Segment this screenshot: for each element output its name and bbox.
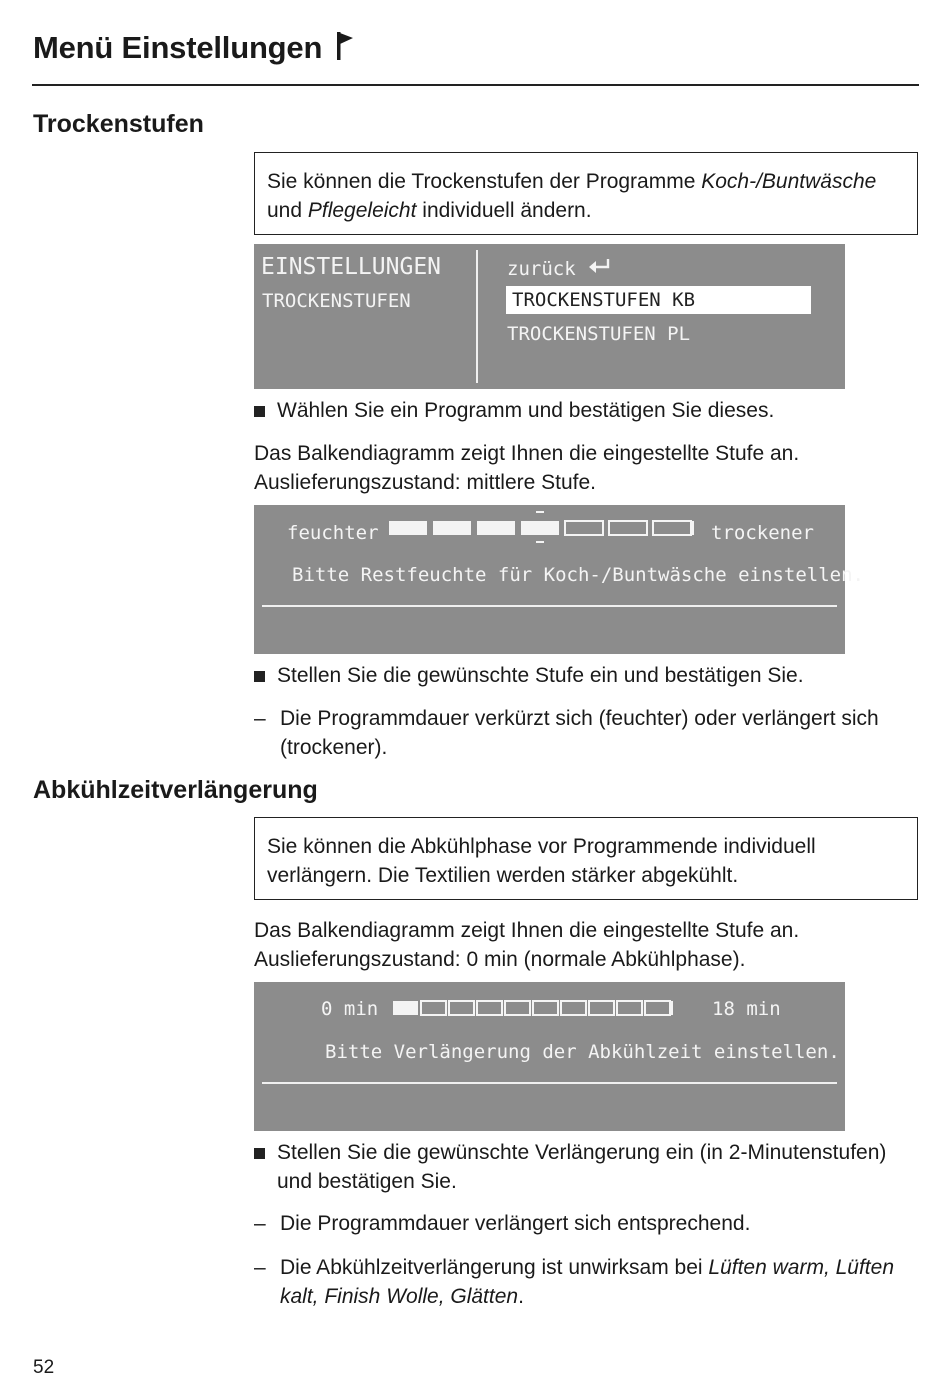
note-emphasis-koch: Koch-/Buntwäsche bbox=[701, 170, 877, 193]
display-message: Bitte Verlängerung der Abkühlzeit einstellen. bbox=[325, 1041, 840, 1063]
dash-text: . bbox=[518, 1285, 524, 1308]
level-bar-segment bbox=[653, 521, 691, 535]
menu-item-trockenstufen-pl[interactable]: TROCKENSTUFEN PL bbox=[507, 323, 691, 345]
return-arrow-icon bbox=[587, 257, 613, 277]
dash-item-duration bbox=[254, 704, 924, 762]
note-text: Sie können die Trockenstufen der Programme bbox=[267, 170, 702, 193]
paragraph-line: Auslieferungszustand: mittlere Stufe. bbox=[254, 471, 597, 494]
dash-marker: – bbox=[254, 707, 266, 730]
level-marker bbox=[536, 541, 544, 543]
label-trockener: trockener bbox=[711, 522, 814, 544]
dash-marker: – bbox=[254, 1256, 266, 1279]
paragraph-line: Auslieferungszustand: 0 min (normale Abkühlphase). bbox=[254, 948, 746, 971]
note-text: und bbox=[267, 199, 308, 222]
display-divider bbox=[476, 250, 478, 383]
level-bar-segment bbox=[565, 521, 603, 535]
paragraph-line: Das Balkendiagramm zeigt Ihnen die eingestellte Stufe an. bbox=[254, 919, 800, 942]
label-0-min: 0 min bbox=[321, 998, 379, 1020]
bullet-square-icon bbox=[254, 1148, 265, 1159]
level-bar-segment bbox=[533, 1001, 558, 1015]
dash-emphasis-programs: Lüften warm, Lüften kalt, Finish Wolle, Glätten bbox=[280, 1256, 894, 1308]
level-bar-segment bbox=[561, 1001, 586, 1015]
step-set-level bbox=[254, 661, 924, 690]
header-rule bbox=[32, 84, 919, 86]
level-bar-segment bbox=[617, 1001, 642, 1015]
note-box-trockenstufen bbox=[254, 152, 918, 235]
note-box-abkuehlzeit: Sie können die Abkühlphase vor Programmende individuell verlängern. Die Textilien werden stärker abgekühlt. bbox=[254, 817, 918, 900]
level-bar-segment bbox=[421, 1001, 446, 1015]
step-text: Stellen Sie die gewünschte Verlängerung ein (in 2-Minutenstufen) und bestätigen Sie. bbox=[277, 1141, 887, 1193]
level-bar[interactable] bbox=[392, 996, 702, 1020]
paragraph-bar-chart-info bbox=[254, 439, 924, 497]
label-feuchter: feuchter bbox=[287, 522, 379, 544]
step-text: Stellen Sie die gewünschte Stufe ein und bestätigen Sie. bbox=[277, 664, 804, 687]
display-subtitle: TROCKENSTUFEN bbox=[262, 290, 411, 312]
dash-text: Die Programmdauer verlängert sich entsprechend. bbox=[280, 1212, 751, 1235]
page-number: 52 bbox=[33, 1357, 55, 1378]
dash-text: Die Programmdauer verkürzt sich (feuchter) oder verlängert sich (trockener). bbox=[280, 707, 879, 759]
label-18-min: 18 min bbox=[712, 998, 781, 1020]
page-title-text: Menü Einstellungen bbox=[33, 30, 323, 65]
level-bar-segment bbox=[477, 521, 515, 535]
level-bar-segment bbox=[433, 521, 471, 535]
level-bar-segment bbox=[389, 521, 427, 535]
display-cooldown-extension bbox=[254, 982, 845, 1131]
level-bar-end bbox=[670, 1001, 673, 1015]
step-text: Wählen Sie ein Programm und bestätigen Sie dieses. bbox=[277, 399, 775, 422]
dash-item-ineffective bbox=[254, 1253, 924, 1311]
level-bar-segment bbox=[609, 521, 647, 535]
bullet-square-icon bbox=[254, 671, 265, 682]
level-bar-segment bbox=[521, 521, 559, 535]
dash-text: Die Abkühlzeitverlängerung ist unwirksam bei bbox=[280, 1256, 709, 1279]
page-title bbox=[33, 30, 355, 66]
display-separator bbox=[262, 605, 837, 607]
bullet-square-icon bbox=[254, 406, 265, 417]
display-drying-level bbox=[254, 505, 864, 654]
step-select-program bbox=[254, 396, 924, 425]
display-separator bbox=[262, 1082, 837, 1084]
display-settings-menu bbox=[254, 244, 845, 389]
level-bar-segment bbox=[449, 1001, 474, 1015]
display-message: Bitte Restfeuchte für Koch-/Buntwäsche einstellen. bbox=[292, 564, 864, 586]
level-bar-segment bbox=[645, 1001, 670, 1015]
step-set-extension bbox=[254, 1138, 924, 1196]
note-emphasis-pflegeleicht: Pflegeleicht bbox=[307, 199, 417, 222]
menu-item-back-label: zurück bbox=[507, 258, 576, 280]
dash-item-duration-2 bbox=[254, 1209, 924, 1238]
level-bar-segment bbox=[393, 1001, 418, 1015]
level-bar[interactable] bbox=[388, 511, 702, 547]
level-bar-segment bbox=[589, 1001, 614, 1015]
level-marker bbox=[536, 511, 544, 513]
level-bar-segment bbox=[505, 1001, 530, 1015]
menu-item-trockenstufen-kb[interactable]: TROCKENSTUFEN KB bbox=[506, 286, 811, 314]
display-title: EINSTELLUNGEN bbox=[261, 254, 442, 280]
flag-icon bbox=[335, 31, 355, 61]
section-heading-trockenstufen: Trockenstufen bbox=[33, 110, 204, 138]
section-heading-abkuehlzeit: Abkühlzeitverlängerung bbox=[33, 776, 318, 804]
level-bar-end bbox=[691, 521, 694, 535]
menu-item-back[interactable] bbox=[507, 257, 613, 280]
note-text: individuell ändern. bbox=[416, 199, 592, 222]
paragraph-line: Das Balkendiagramm zeigt Ihnen die eingestellte Stufe an. bbox=[254, 442, 800, 465]
level-bar-segment bbox=[477, 1001, 502, 1015]
paragraph-bar-chart-info-2 bbox=[254, 916, 924, 974]
dash-marker: – bbox=[254, 1212, 266, 1235]
